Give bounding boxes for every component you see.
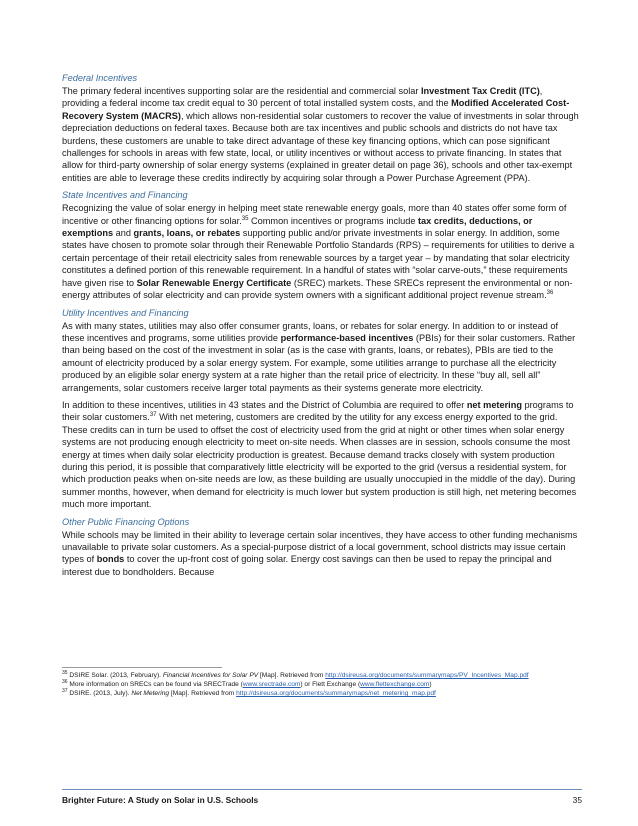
text-run: DSIRE. (2013, July). <box>67 690 132 697</box>
footer-title: Brighter Future: A Study on Solar in U.S. Schools <box>62 795 259 805</box>
paragraph <box>62 85 582 184</box>
text-run: The primary federal incentives supporting solar are the residential and commercial solar <box>62 86 421 96</box>
reference-link[interactable]: www.flettexchange.com <box>360 681 430 688</box>
text-run: In addition to these incentives, utilities in 43 states and the District of Columbia are required to offer <box>62 399 467 410</box>
paragraph <box>62 320 582 394</box>
reference-link[interactable]: http://dsireusa.org/documents/summarymaps/net_metering_map.pdf <box>236 690 436 697</box>
text-run: programs to their solar customers. <box>62 399 574 423</box>
text-run: , providing a federal income tax credit equal to 30 percent of total installed system costs, and the <box>62 86 543 109</box>
paragraph <box>62 529 582 579</box>
footnote <box>62 689 582 698</box>
reference-link[interactable]: www.srectrade.com <box>242 681 301 688</box>
text-run: and <box>113 228 134 239</box>
text-run: Recognizing the value of solar energy in helping meet state renewable energy goals, more than 40 states offer some form of incentive or other financing options for solar. <box>62 203 567 226</box>
section-heading: Other Public Financing Options <box>62 516 190 527</box>
text-run: ) <box>429 681 432 688</box>
text-run: More information on SRECs can be found via SRECTrade ( <box>67 681 243 688</box>
footnote-divider <box>62 667 222 668</box>
reference-link[interactable]: http://dsireusa.org/documents/summarymaps/PV_Incentives_Map.pdf <box>325 672 529 679</box>
text-run: , which allows non-residential solar customers to recover the value of investments in solar through depreciation deductions on federal taxes. Because both are tax incentives and public schools and districts do not have tax burdens, these customers are unable to take direct advantage of these key financing options, which can pose significant challenges for schools in areas with few state, local, or utility incentives or without access to private financing. In states that allow for third-party ownership of solar energy systems (explained in greater detail on page 36), schools and other tax-exempt entities are able to leverage these credits indirectly by acquiring solar through a Power Purchase Agreement (PPA). <box>62 110 579 183</box>
footnote-ref: 37 <box>62 687 68 694</box>
bold-term: Solar Renewable Energy Certificate <box>136 277 292 288</box>
footnote-ref: 35 <box>241 215 249 222</box>
footnote-ref: 36 <box>62 678 68 685</box>
bold-term: bonds <box>96 554 125 565</box>
footnote <box>62 671 582 680</box>
text-run: (PBIs) for their solar customers. Rather than being based on the cost of the investment in solar (as is the case with grants, loans, or rebates), PBIs are tied to the amount of electricity produced by a solar energy system. For example, some utilities arrange to purchase all the electricity produced by an eligible solar energy system at a rate higher than the retail price of electricity. In these “buy all, sell all” arrangements, solar customers receive larger total payments as their systems generate more electricity. <box>62 332 576 393</box>
bold-term: Investment Tax Credit (ITC) <box>421 86 540 96</box>
bold-term: tax credits, deductions, or exemptions <box>62 215 533 239</box>
text-run: Financial Incentives for Solar PV <box>162 672 259 679</box>
text-run: to cover the up-front cost of going solar. Energy cost savings can then be used to repay the principal and interest due to bondholders. Because <box>62 554 552 577</box>
bold-term: Modified Accelerated Cost-Recovery System (MACRS) <box>62 98 570 121</box>
footnote-ref: 35 <box>62 669 68 676</box>
text-run: [Map]. Retrieved from <box>258 672 326 679</box>
bold-term: grants, loans, or rebates <box>133 228 241 239</box>
text-run: [Map]. Retrieved from <box>169 690 237 697</box>
section-heading: State Incentives and Financing <box>62 190 188 201</box>
section <box>62 516 582 579</box>
footnote-ref: 36 <box>546 290 554 297</box>
page-number: 35 <box>572 795 582 805</box>
text-run: Common incentives or programs include <box>248 215 418 226</box>
section <box>62 307 582 511</box>
section-heading: Federal Incentives <box>62 73 138 83</box>
bold-term: net metering <box>466 399 522 410</box>
text-run: supporting public and/or private investments in solar energy. In addition, some states have chosen to promote solar through their Renewable Portfolio Standards (RPS) – requirements for utilities to derive a certain percentage of their retail electricity sales from renewable sources by a target year – by mandating that solar electricity constitutes a defined portion of this renewable requirement. In a handful of states with “solar carve-outs,” these requirements have given rise to <box>62 228 575 288</box>
text-run: (SREC) markets. These SRECs represent the environmental or non-energy attributes of solar electricity and can provide system owners with a significant additional project revenue stream. <box>62 277 573 301</box>
text-run: ) or Flett Exchange ( <box>300 681 361 688</box>
text-run: As with many states, utilities may also offer consumer grants, loans, or rebates for solar energy. In addition to or instead of these incentives and programs, some utilities provide <box>62 320 559 343</box>
footnotes <box>62 671 582 698</box>
paragraph <box>62 399 582 511</box>
page-footer <box>62 795 582 806</box>
footnote <box>62 680 582 689</box>
text-run: While schools may be limited in their ability to leverage certain solar incentives, they have access to other funding mechanisms unavailable to private solar customers. As a special-purpose district of a local government, school districts may issue certain types of <box>62 529 578 565</box>
section <box>62 189 582 301</box>
text-run: Net Metering <box>131 690 170 697</box>
bold-term: performance-based incentives <box>280 332 414 343</box>
text-run: DSIRE Solar. (2013, February). <box>67 672 163 679</box>
paragraph <box>62 202 582 301</box>
main-content <box>62 72 582 583</box>
section-heading: Utility Incentives and Financing <box>62 307 189 318</box>
text-run: With net metering, customers are credited by the utility for any excess energy exported to the grid. These credits can in turn be used to offset the cost of electricity used from the grid at night or other times when solar energy systems are not producing enough electricity to meet on-site needs. When classes are in session, schools consume the most energy at times when daily solar electricity production is greatest. Because demand tracks closely with system production during this period, it is possible that comparatively little electricity will be exported to the grid (versus a residential system, for which production peaks when on-site needs are low, as these building are usually unoccupied in the middle of the day). During summer months, however, when demand for electricity is much lower but system production is still high, net metering becomes much more important. <box>62 412 577 510</box>
footnote-ref: 37 <box>149 412 157 419</box>
section <box>62 72 582 184</box>
footer-divider <box>62 789 582 790</box>
